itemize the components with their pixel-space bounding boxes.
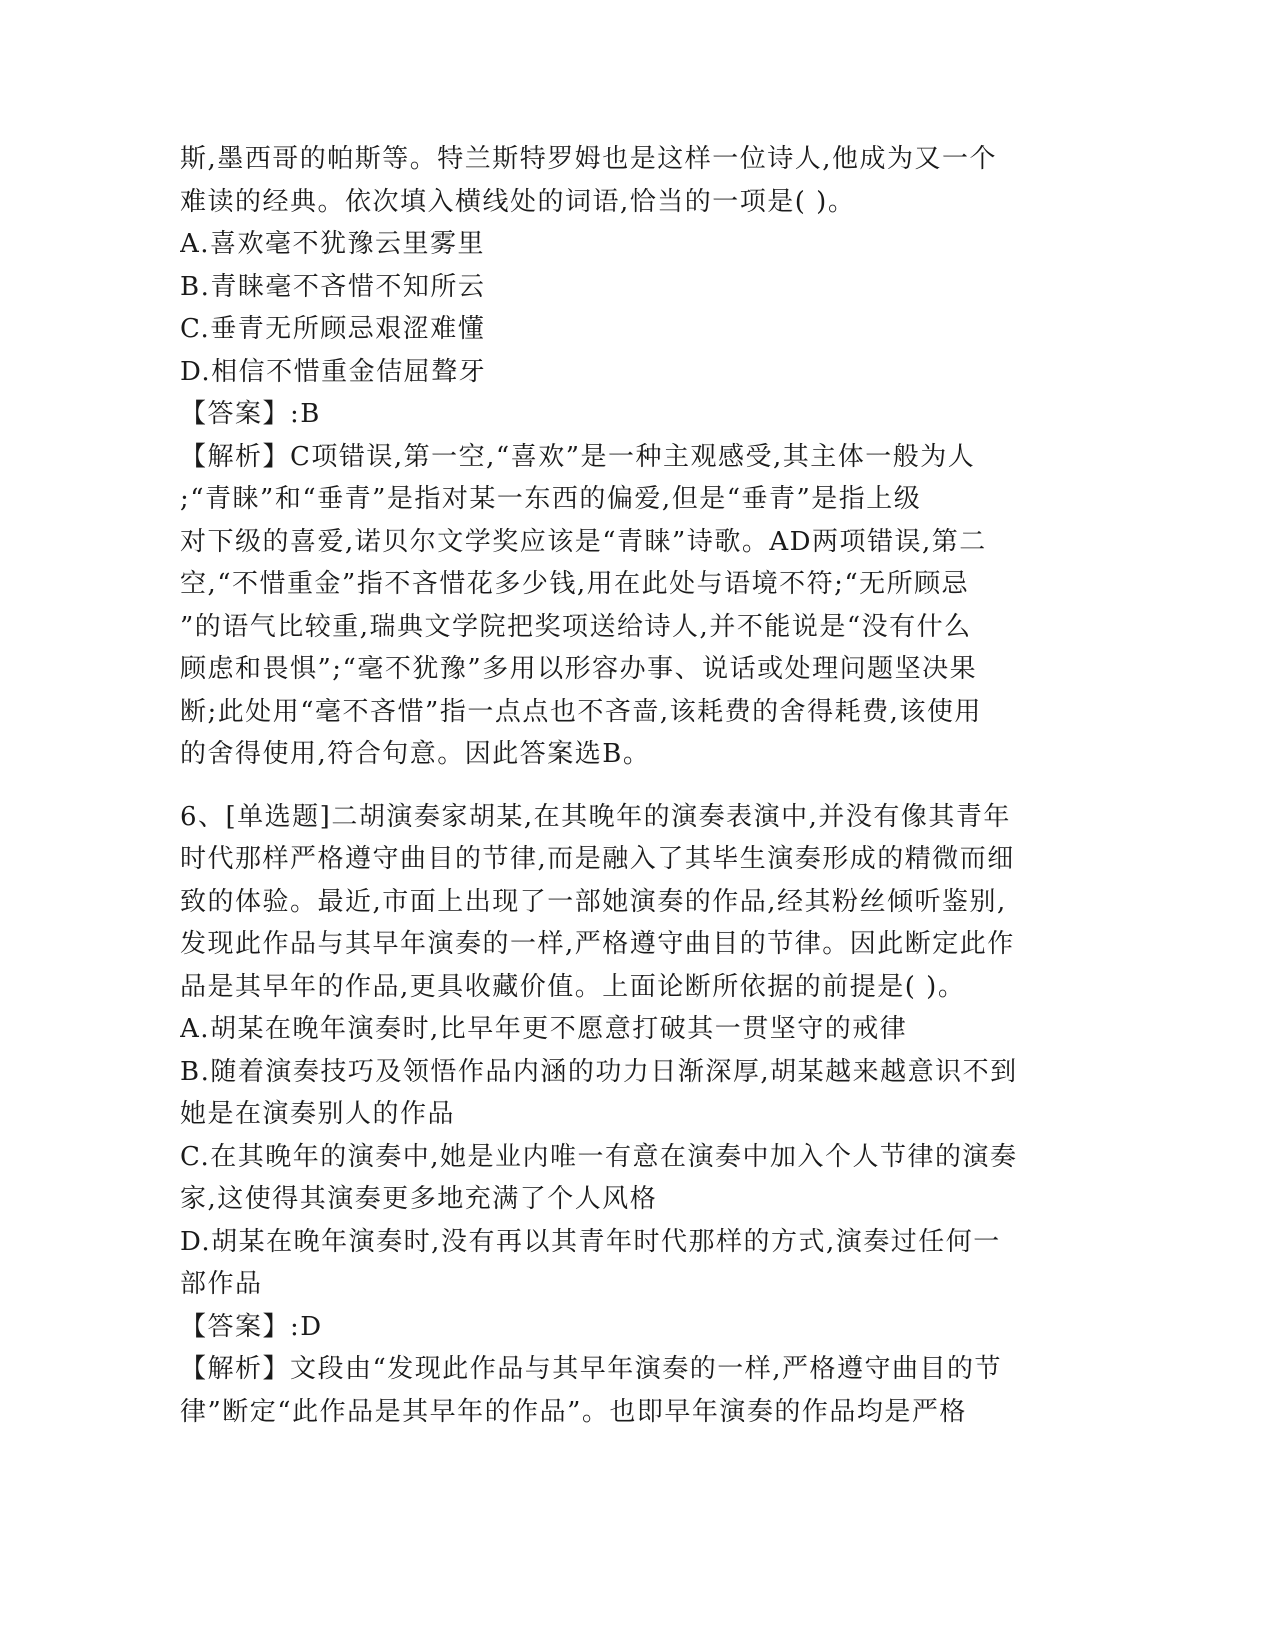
option-a: A.喜欢毫不犹豫云里雾里 xyxy=(180,229,486,259)
stem-line: 品是其早年的作品,更具收藏价值。上面论断所依据的前提是( )。 xyxy=(180,971,966,1002)
option-c: C.在其晚年的演奏中,她是业内唯一有意在演奏中加入个人节律的演奏 家,这使得其演奏更多地充满了个人风格 xyxy=(180,1141,1018,1214)
analysis-line: ;“青睐”和“垂青”是指对某一东西的偏爱,但是“垂青”是指上级 xyxy=(180,484,922,514)
option-c: C.垂青无所顾忌艰涩难懂 xyxy=(180,314,486,344)
analysis-line: 顾虑和畏惧”;“毫不犹豫”多用以形容办事、说话或处理问题坚决果 xyxy=(180,654,978,684)
analysis-line: 【解析】C项错误,第一空,“喜欢”是一种主观感受,其主体一般为人 xyxy=(180,441,976,472)
question-5-answer: 【答案】:B xyxy=(180,399,321,429)
analysis-line: 断;此处用“毫不吝惜”指一点点也不吝啬,该耗费的舍得耗费,该使用 xyxy=(180,696,982,727)
analysis-line: 空,“不惜重金”指不吝惜花多少钱,用在此处与语境不符;“无所顾忌 xyxy=(180,569,970,599)
stem-line: 斯,墨西哥的帕斯等。特兰斯特罗姆也是这样一位诗人,他成为又一个 xyxy=(180,144,998,174)
option-b: B.青睐毫不吝惜不知所云 xyxy=(180,271,486,302)
question-6-stem xyxy=(180,796,1040,1009)
stem-line: 致的体验。最近,市面上出现了一部她演奏的作品,经其粉丝倾听鉴别, xyxy=(180,886,1007,917)
analysis-line: 的舍得使用,符合句意。因此答案选B。 xyxy=(180,739,651,769)
question-5 xyxy=(180,138,1040,776)
question-spacer xyxy=(180,776,1040,796)
question-5-stem xyxy=(180,138,1040,223)
question-5-analysis xyxy=(180,436,1040,776)
question-6-analysis xyxy=(180,1348,1040,1433)
option-b: B.随着演奏技巧及领悟作品内涵的功力日渐深厚,胡某越来越意识不到 她是在演奏别人的作品 xyxy=(180,1056,1018,1129)
option-d: D.胡某在晚年演奏时,没有再以其青年时代那样的方式,演奏过任何一 部作品 xyxy=(180,1226,1001,1299)
question-6 xyxy=(180,796,1040,1434)
option-d: D.相信不惜重金佶屈聱牙 xyxy=(180,356,487,387)
analysis-line: 【解析】文段由“发现此作品与其早年演奏的一样,严格遵守曲目的节 xyxy=(180,1354,1003,1384)
analysis-line: ”的语气比较重,瑞典文学院把奖项送给诗人,并不能说是“没有什么 xyxy=(180,611,972,642)
analysis-line: 律”断定“此作品是其早年的作品”。也即早年演奏的作品均是严格 xyxy=(180,1396,967,1427)
stem-line: 6、[单选题]二胡演奏家胡某,在其晚年的演奏表演中,并没有像其青年 xyxy=(180,801,1011,832)
analysis-line: 对下级的喜爱,诺贝尔文学奖应该是“青睐”诗歌。AD两项错误,第二 xyxy=(180,526,987,557)
stem-line: 发现此作品与其早年演奏的一样,严格遵守曲目的节律。因此断定此作 xyxy=(180,929,1015,959)
stem-line: 时代那样严格遵守曲目的节律,而是融入了其毕生演奏形成的精微而细 xyxy=(180,844,1015,874)
stem-line: 难读的经典。依次填入横线处的词语,恰当的一项是( )。 xyxy=(180,186,856,217)
question-6-answer: 【答案】:D xyxy=(180,1311,323,1342)
option-a: A.胡某在晚年演奏时,比早年更不愿意打破其一贯坚守的戒律 xyxy=(180,1014,908,1044)
document-page xyxy=(180,138,1040,1433)
